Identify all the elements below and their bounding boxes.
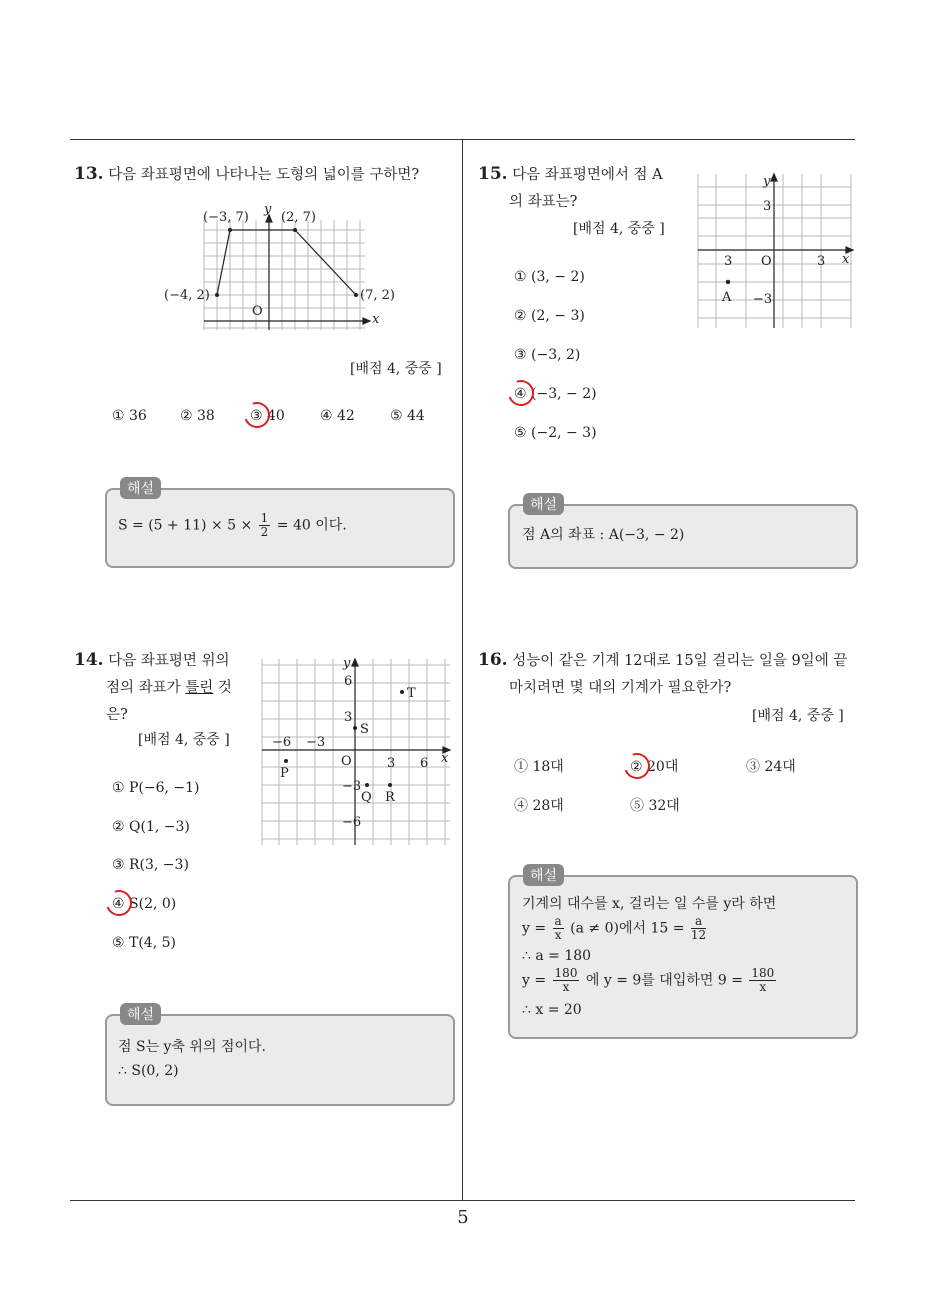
q16-solution-line1: 기계의 대수를 x, 걸리는 일 수를 y라 하면: [522, 896, 777, 912]
q13-origin: O: [252, 304, 263, 319]
q16-text-line1: 성능이 같은 기계 12대로 15일 걸리는 일을 9일에 끝: [512, 653, 848, 669]
q16-choice-5[interactable]: ⑤ 32대: [630, 798, 680, 814]
q14-text-line2-c: 것: [213, 680, 232, 696]
q16-choice-3[interactable]: ③ 24대: [746, 759, 796, 775]
q16-choice-1[interactable]: ① 18대: [514, 759, 564, 775]
q15-choice-3[interactable]: ③ (−3, 2): [514, 347, 581, 363]
page-number: 5: [457, 1207, 469, 1228]
q15-x-label: x: [842, 252, 850, 267]
q16-solution-text: [522, 893, 778, 1021]
q13-label-m3-7: (−3, 7): [203, 210, 249, 225]
q13-stem: [74, 161, 419, 189]
q14-text-line2-underline: 틀린: [185, 680, 214, 696]
q14-stem: [74, 647, 232, 729]
q15-solution-line1: 점 A의 좌표 : A(−3, − 2): [522, 527, 685, 543]
q15-xtick-3: 3: [817, 254, 826, 269]
q16-stem: [478, 647, 847, 702]
q13-graph: [160, 205, 430, 340]
q14-y-label: y: [343, 656, 351, 671]
q16-choice-2[interactable]: ② 20대: [630, 756, 678, 776]
q14-meta: [배점 4, 중중 ]: [138, 732, 230, 748]
bottom-rule: [70, 1200, 855, 1201]
q15-number: 15.: [478, 164, 508, 184]
q15-ytick-3: 3: [763, 199, 772, 214]
q14-origin: O: [341, 754, 352, 769]
q13-number: 13.: [74, 164, 104, 184]
q13-correct-mark: [240, 398, 275, 433]
q13-label-m4-2: (−4, 2): [164, 288, 210, 303]
q15-label-A: A: [722, 290, 732, 305]
q13-choice-5[interactable]: ⑤ 44: [390, 408, 425, 424]
q16-choice-4[interactable]: ④ 28대: [514, 798, 564, 814]
q14-point-Q: Q: [361, 790, 372, 805]
q16-solution-tag: 해설: [523, 864, 564, 886]
q15-stem: [478, 161, 663, 216]
q15-text-line1: 다음 좌표평면에서 점 A: [512, 167, 663, 183]
q13-meta: [배점 4, 중중 ]: [350, 361, 442, 377]
q14-point-P: P: [280, 766, 289, 781]
q15-choice-4[interactable]: ④ (−3, − 2): [514, 386, 597, 402]
q16-solution-line3: ∴ a = 180: [522, 948, 592, 964]
q14-xtick-m3: −3: [306, 735, 326, 750]
q14-ytick-m6: −6: [342, 815, 362, 830]
q14-text-line3: 은?: [106, 707, 128, 723]
q14-choice-5[interactable]: ⑤ T(4, 5): [112, 935, 176, 951]
q13-choice-2[interactable]: ② 38: [180, 408, 215, 424]
q13-solution-tag: 해설: [120, 477, 161, 499]
q14-ytick-m3: −3: [342, 779, 362, 794]
q13-points: [215, 228, 358, 297]
q14-ytick-6: 6: [344, 674, 353, 689]
q15-choice-2[interactable]: ② (2, − 3): [514, 308, 585, 324]
q15-ytick-m3: −3: [753, 292, 773, 307]
q16-meta: [배점 4, 중중 ]: [752, 708, 844, 724]
q15-text-line2: 의 좌표는?: [509, 194, 578, 210]
q14-text-line2-a: 점의 좌표가: [106, 680, 186, 696]
q16-solution-line5: ∴ x = 20: [522, 1002, 582, 1018]
q15-correct-mark: [504, 376, 539, 411]
q13-solution-fraction: $\frac{1}{2}$: [260, 511, 269, 539]
q16-text-line2: 마치려면 몇 대의 기계가 필요한가?: [509, 680, 732, 696]
q14-choice-2[interactable]: ② Q(1, −3): [112, 819, 190, 835]
q16-number: 16.: [478, 650, 508, 670]
q14-point-T: T: [407, 686, 416, 701]
q13-shape: [217, 230, 356, 295]
q16-solution-line4: y = $\frac{180}{x}$ 에 y = 9를 대입하면 9 = $\frac{180}{x}$: [522, 966, 775, 994]
q14-number: 14.: [74, 650, 104, 670]
q16-correct-mark: [620, 749, 655, 784]
q14-graph: [260, 655, 452, 850]
q14-solution-line1: 점 S는 y축 위의 점이다.: [118, 1039, 266, 1055]
q14-xtick-3: 3: [387, 756, 396, 771]
q15-origin: O: [761, 254, 772, 269]
q15-solution-text: [522, 523, 684, 547]
q14-point-R: R: [385, 790, 395, 805]
q13-choice-1[interactable]: ① 36: [112, 408, 147, 424]
q15-point-A: [726, 280, 730, 284]
q14-x-label: x: [441, 751, 449, 766]
q14-choice-4[interactable]: ④ S(2, 0): [112, 896, 176, 912]
q14-xtick-6: 6: [420, 756, 429, 771]
q13-x-label: x: [372, 312, 380, 327]
q13-label-7-2: (7, 2): [360, 288, 395, 303]
q15-solution-tag: 해설: [523, 493, 564, 515]
q16-solution-line2: y = $\frac{a}{x}$ (a ≠ 0)에서 15 = $\frac{a}{12}$: [522, 914, 707, 942]
q15-xtick-m3: 3: [724, 254, 733, 269]
q13-text: 다음 좌표평면에 나타나는 도형의 넓이를 구하면?: [108, 167, 420, 183]
q14-choice-3[interactable]: ③ R(3, −3): [112, 857, 189, 873]
q14-correct-mark: [102, 886, 137, 921]
q14-text-line1: 다음 좌표평면 위의: [108, 653, 230, 669]
q14-ytick-3: 3: [344, 710, 353, 725]
q15-graph: [695, 170, 855, 330]
q14-solution-tag: 해설: [120, 1003, 161, 1025]
q15-choice-1[interactable]: ① (3, − 2): [514, 269, 585, 285]
q13-choice-4[interactable]: ④ 42: [320, 408, 355, 424]
q15-meta: [배점 4, 중중 ]: [573, 221, 665, 237]
column-divider: [462, 139, 463, 1201]
q14-points: [284, 690, 404, 787]
q13-axes: [204, 215, 370, 330]
q14-point-S: S: [360, 722, 369, 737]
q13-label-2-7: (2, 7): [281, 210, 316, 225]
q13-solution-text: S = (5 + 11) × 5 × $\frac{1}{2}$ = 40 이다.: [118, 511, 347, 539]
q15-y-label: y: [763, 174, 771, 189]
q15-choice-5[interactable]: ⑤ (−2, − 3): [514, 425, 597, 441]
q13-y-label: y: [264, 205, 272, 217]
q14-xtick-m6: −6: [272, 735, 292, 750]
q14-choice-1[interactable]: ① P(−6, −1): [112, 780, 200, 796]
q13-choice-3[interactable]: ③ 40: [250, 408, 285, 424]
q14-solution-text: [118, 1035, 266, 1083]
q14-solution-line2: ∴ S(0, 2): [118, 1063, 179, 1079]
